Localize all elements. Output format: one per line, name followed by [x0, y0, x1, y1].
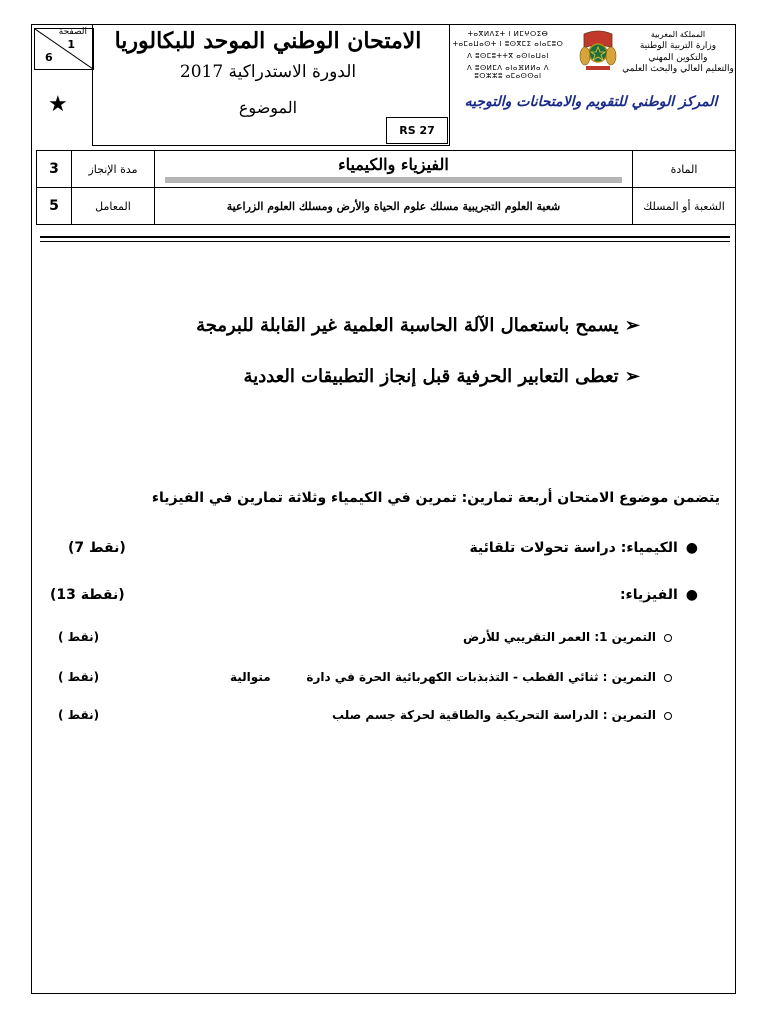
exercise-1-wrap	[463, 630, 672, 644]
physics-points: (13 نقطة)	[50, 587, 125, 603]
exercise-3-wrap	[332, 708, 672, 722]
chemistry-title-wrap	[469, 540, 698, 556]
exercise-2-wrap	[306, 670, 672, 684]
ministry-line-4: والتعليم العالي والبحث العلمي	[622, 64, 734, 74]
page-total: 6	[45, 51, 53, 64]
chemistry-title: الكيمياء: دراسة تحولات تلقائية	[469, 540, 678, 556]
coat-of-arms-icon	[576, 28, 620, 72]
rule-expressions: ➢ تعطى التعابير الحرفية قبل إنجاز التطبيقات العددية	[243, 366, 640, 387]
subject-label: المادة	[633, 151, 736, 188]
exercise-3	[50, 708, 672, 726]
physics-row	[50, 587, 698, 607]
exercise-1-label: التمرين 1: العمر التقريبي للأرض	[463, 630, 656, 644]
assessment-centre: المركز الوطني للتقويم والامتحانات والتوجيه	[464, 94, 718, 110]
exercise-2-label: التمرين : ثنائي القطب - التذبذبات الكهربائية الحرة في دارة	[306, 670, 656, 684]
grey-bar	[165, 177, 622, 183]
exam-intro: يتضمن موضوع الامتحان أربعة تمارين: تمرين في الكيمياء وثلاثة تمارين في الفيزياء	[151, 490, 720, 506]
ministry-line-2: وزارة التربية الوطنية	[639, 41, 717, 51]
divider	[40, 236, 730, 238]
table-row	[37, 188, 736, 225]
exercise-2-points: ( نقط)	[58, 670, 100, 684]
exam-code: RS 27	[386, 117, 448, 144]
duration-value: 3	[37, 151, 72, 188]
physics-title: الفيزياء:	[619, 587, 678, 603]
exercise-3-points: ( نقط)	[58, 708, 100, 722]
exercise-3-label: التمرين : الدراسة التحريكية والطاقية لحركة جسم صلب	[332, 708, 656, 722]
physics-title-wrap	[620, 587, 698, 603]
exercise-2-extra: متوالية	[230, 670, 271, 684]
subject-cell	[155, 151, 633, 188]
circle-bullet-icon	[664, 674, 672, 682]
coefficient-label: المعامل	[72, 188, 155, 225]
bullet-icon: ●	[685, 540, 698, 556]
tifinagh-line-2: ⵜⴰⵎⴰⵡⴰⵙⵜ ⵏ ⵓⵙⴳⵎⵉ ⴰⵏⴰⵎⵓⵔ	[452, 40, 564, 48]
divider	[40, 241, 730, 242]
exercise-1	[50, 630, 672, 648]
exercise-1-points: ( نقط)	[58, 630, 100, 644]
exam-title: الامتحان الوطني الموحد للبكالوريا	[114, 28, 422, 54]
kingdom-name: المملكة المغربية	[650, 30, 706, 39]
duration-label: مدة الإنجاز	[72, 151, 155, 188]
page-number-box	[34, 28, 94, 70]
circle-bullet-icon	[664, 712, 672, 720]
tifinagh-line-3: ⴷ ⵓⵙⵎⵓⵜⵜⴳ ⴰⵙⵏⴰⵡⴰⵏ	[467, 52, 549, 60]
tifinagh-line-4: ⴷ ⵓⵙⵍⵎⴷ ⴰⵏⴰⴼⵍⵍⴰ ⴷ ⵓⵔⵣⵣⵓ ⴰⵎⴰⵙⵙⴰⵏ	[467, 64, 549, 80]
ministry-line-3: والتكوين المهني	[648, 53, 708, 63]
tifinagh-line-1: ⵜⴰⴳⵍⴷⵉⵜ ⵏ ⵍⵎⵖⵔⵉⴱ	[467, 30, 549, 38]
branch-name: شعبة العلوم التجريبية مسلك علوم الحياة والأرض ومسلك العلوم الزراعية	[155, 188, 633, 225]
star-icon: ★	[48, 92, 68, 117]
exam-session: الدورة الاستدراكية 2017	[179, 62, 357, 82]
page-label: الصفحة	[58, 27, 87, 37]
chemistry-points: (7 نقط)	[68, 540, 126, 556]
exam-info-table	[36, 150, 736, 225]
exercise-2	[50, 670, 672, 688]
circle-bullet-icon	[664, 634, 672, 642]
page-current: 1	[67, 38, 75, 51]
table-row	[37, 151, 736, 188]
coefficient-value: 5	[37, 188, 72, 225]
subject-name: الفيزياء والكيمياء	[338, 155, 449, 174]
chemistry-row	[50, 540, 698, 560]
subject-word: الموضوع	[238, 98, 298, 117]
branch-label: الشعبة أو المسلك	[633, 188, 736, 225]
rule-calculator: ➢ يسمح باستعمال الآلة الحاسبة العلمية غير القابلة للبرمجة	[196, 315, 640, 336]
bullet-icon: ●	[685, 587, 698, 603]
